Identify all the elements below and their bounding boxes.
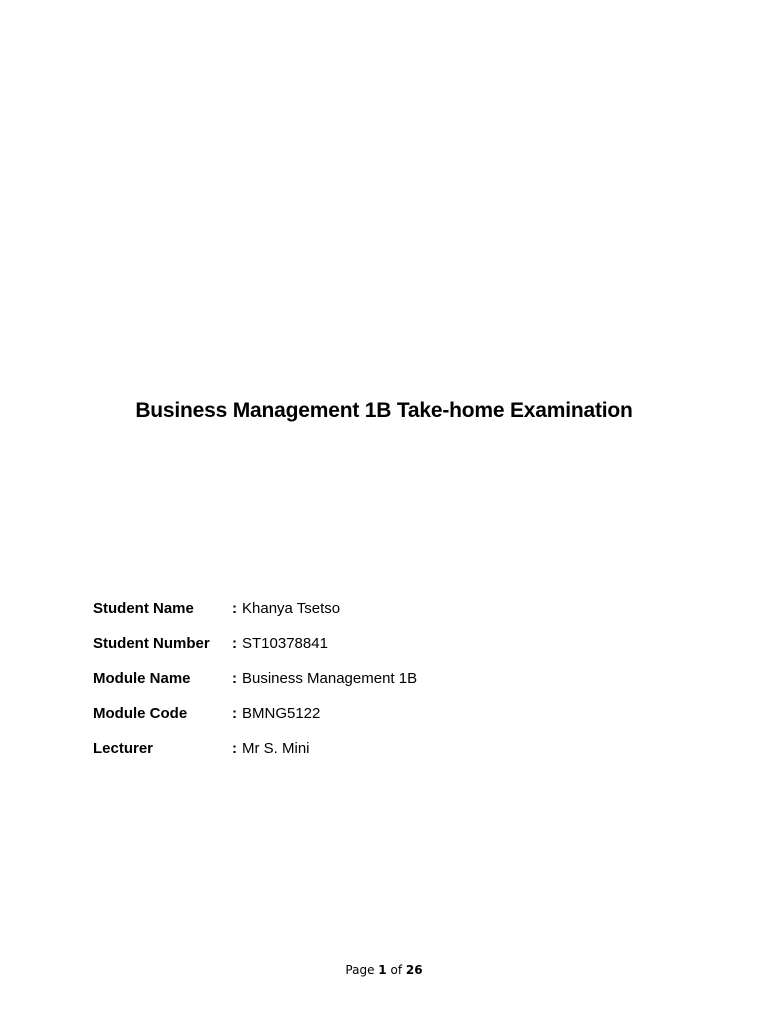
detail-label: Student Number: [93, 635, 210, 652]
footer-of-word: of: [390, 963, 403, 977]
detail-value: Khanya Tsetso: [242, 600, 341, 617]
detail-separator: :: [232, 705, 237, 722]
detail-value: ST10378841: [242, 635, 328, 652]
student-details: [93, 600, 417, 775]
detail-separator: :: [232, 635, 237, 652]
footer-total-pages: 26: [405, 963, 423, 977]
detail-row-lecturer: [93, 740, 417, 775]
footer-page-prefix: Page: [345, 963, 375, 977]
detail-value: Business Management 1B: [242, 670, 418, 687]
detail-row-module-name: [93, 670, 417, 705]
detail-separator: :: [232, 600, 237, 617]
detail-label: Student Name: [93, 600, 194, 617]
footer-current-page: 1: [378, 963, 387, 977]
detail-separator: :: [232, 740, 237, 757]
detail-row-student-number: [93, 635, 417, 670]
page-footer: [0, 963, 768, 977]
detail-label: Module Name: [93, 670, 191, 687]
detail-value: BMNG5122: [242, 705, 321, 722]
detail-row-student-name: [93, 600, 417, 635]
detail-value: Mr S. Mini: [242, 740, 310, 757]
detail-row-module-code: [93, 705, 417, 740]
document-title: Business Management 1B Take-home Examination: [135, 399, 633, 422]
detail-label: Lecturer: [93, 740, 154, 757]
detail-label: Module Code: [93, 705, 188, 722]
detail-separator: :: [232, 670, 237, 687]
